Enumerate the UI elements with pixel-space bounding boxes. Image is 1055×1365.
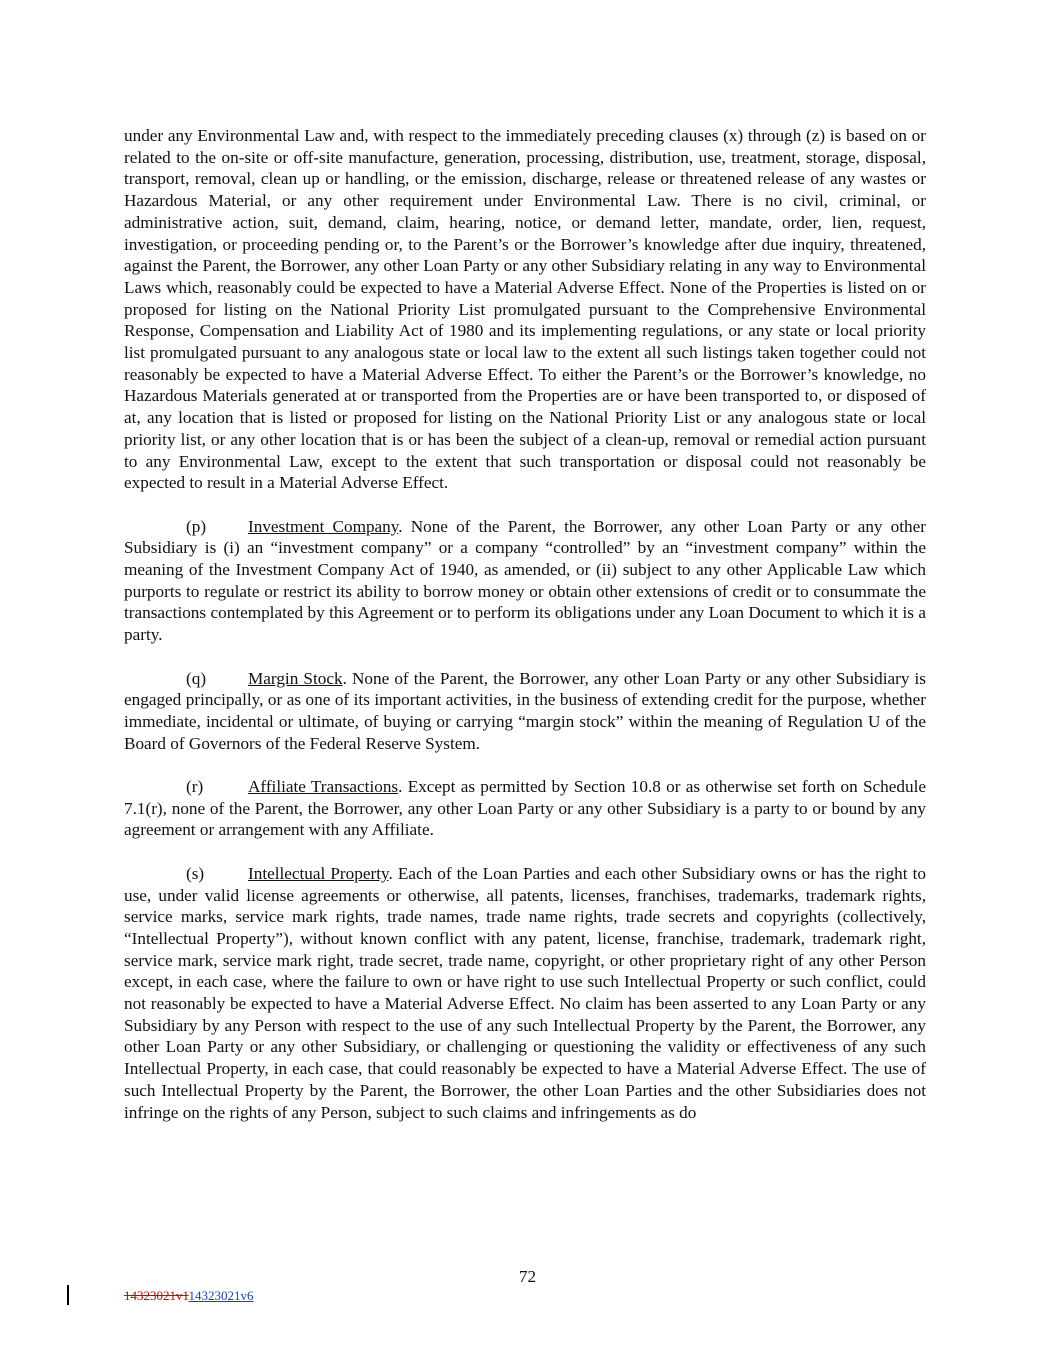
- paragraph-affiliate-transactions: [124, 776, 926, 841]
- paragraph-text: . Each of the Loan Parties and each other Subsidiary owns or has the right to use, under valid license agreements or otherwise, all patents, licenses, franchises, trademarks, trademark rights, service marks, service mark rights, trade names, trade name rights, trade secrets and copyrights (collectively, “Intellectual Property”), without known conflict with any patent, license, franchise, trademark, trademark right, service mark, service mark right, trade secret, trade name, copyright, or other proprietary right of any other Person except, in each case, where the failure to own or have right to use such Intellectual Property or such conflict, could not reasonably be expected to have a Material Adverse Effect. No claim has been asserted to any Loan Party or any Subsidiary by any Person with respect to the use of any such Intellectual Property by the Parent, the Borrower, any other Loan Party or any other Subsidiary, or challenging or questioning the validity or effectiveness of any such Intellectual Property, in each case, that could reasonably be expected to have a Material Adverse Effect. The use of such Intellectual Property by the Parent, the Borrower, the other Loan Parties and the other Subsidiaries does not infringe on the rights of any Person, subject to such claims and infringements as do: [124, 863, 926, 1122]
- paragraph-margin-stock: [124, 668, 926, 755]
- paragraph-intellectual-property: [124, 863, 926, 1123]
- section-heading: Intellectual Property: [248, 863, 389, 883]
- document-id-deleted: 14323021v1: [124, 1288, 189, 1303]
- section-heading: Margin Stock: [248, 668, 343, 688]
- section-heading: Affiliate Transactions: [248, 777, 399, 797]
- paragraph-text: . None of the Parent, the Borrower, any other Loan Party or any other Subsidiary is engaged principally, or as one of its important activities, in the business of extending credit for the purpose, whether immediate, incidental or ultimate, of buying or carrying “margin stock” within the meaning of Regulation U of the Board of Governors of the Federal Reserve System.: [124, 668, 926, 753]
- document-body: [124, 125, 926, 1145]
- document-id-inserted: 14323021v6: [188, 1288, 254, 1303]
- paragraph-text: . Except as permitted by Section 10.8 or as otherwise set forth on Schedule 7.1(r), none of the Parent, the Borrower, any other Loan Party or any other Subsidiary is a party to or bound by any agreement or arrangement with any Affiliate.: [124, 777, 926, 840]
- section-heading: Investment Company: [248, 516, 399, 536]
- page-number: 72: [518, 1267, 537, 1286]
- paragraph-environmental-continued: [124, 125, 926, 494]
- paragraph-investment-company: [124, 516, 926, 646]
- paragraph-label: (p): [186, 516, 207, 536]
- paragraph-text: under any Environmental Law and, with respect to the immediately preceding clauses (x) through (z) is based on or related to the on-site or off-site manufacture, generation, processing, distribution, use, treatment, storage, disposal, transport, removal, clean up or handling, or the emission, discharge, release or threatened release of any wastes or Hazardous Material, or any other requirement under Environmental Law. There is no civil, criminal, or administrative action, suit, demand, claim, hearing, notice, or demand letter, mandate, order, lien, request, investigation, or proceeding pending or, to the Parent’s or the Borrower’s knowledge after due inquiry, threatened, against the Parent, the Borrower, any other Loan Party or any other Subsidiary relating in any way to Environmental Laws which, reasonably could be expected to have a Material Adverse Effect. None of the Properties is listed on or proposed for listing on the National Priority List promulgated pursuant to the Comprehensive Environmental Response, Compensation and Liability Act of 1980 and its implementing regulations, or any state or local priority list promulgated pursuant to any analogous state or local law to the extent all such listings taken together could not reasonably be expected to have a Material Adverse Effect. To either the Parent’s or the Borrower’s knowledge, no Hazardous Materials generated at or transported from the Properties are or have been transported to, or disposed of at, any location that is listed or proposed for listing on the National Priority List or any analogous state or local priority list, or any other location that is or has been the subject of a clean-up, removal or remedial action pursuant to any Environmental Law, except to the extent that such transportation or disposal could not reasonably be expected to result in a Material Adverse Effect.: [124, 126, 926, 493]
- document-id: [124, 1289, 254, 1303]
- paragraph-label: (s): [186, 863, 205, 883]
- paragraph-text: . None of the Parent, the Borrower, any other Loan Party or any other Subsidiary is (i) an “investment company” or a company “controlled” by an “investment company” within the meaning of the Investment Company Act of 1940, as amended, or (ii) subject to any other Applicable Law which purports to regulate or restrict its ability to borrow money or obtain other extensions of credit or to consummate the transactions contemplated by this Agreement or to perform its obligations under any Loan Document to which it is a party.: [124, 516, 926, 645]
- paragraph-label: (r): [186, 777, 204, 797]
- change-bar: [67, 1285, 69, 1305]
- paragraph-label: (q): [186, 668, 207, 688]
